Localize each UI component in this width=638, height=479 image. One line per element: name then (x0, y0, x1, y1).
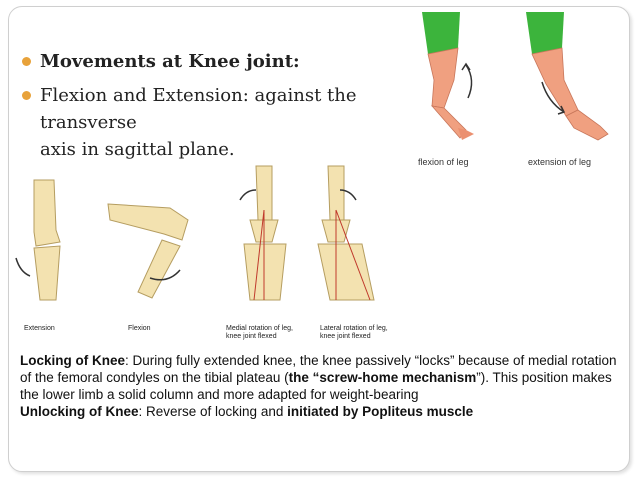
screw-home-mechanism: the “screw-home mechanism (288, 370, 477, 385)
unlocking-title: Unlocking of Knee (20, 404, 139, 419)
caption-flexion-of-leg: flexion of leg (418, 157, 469, 167)
caption-lateral-rotation (320, 325, 388, 341)
caption-lateral-line2: knee joint flexed (320, 333, 371, 340)
bullet-flexion-line2: axis in sagittal plane. (40, 139, 235, 160)
locking-text-1: : During fully extended knee, the knee passively “locks” because of medial rotation of the femoral condyles on the tibial plateau ( (20, 353, 617, 385)
bullet-dot-icon (22, 91, 31, 100)
extension-leg-drawing (526, 12, 608, 140)
knee-bones-illustration (10, 160, 400, 340)
caption-lateral-line1: Lateral rotation of leg, (320, 325, 388, 332)
bullet-flexion (20, 82, 400, 163)
bullet-dot-icon (22, 57, 31, 66)
caption-medial-line2: knee joint flexed (226, 333, 277, 340)
locking-text-2: ”). This position makes the lower limb a solid column and more adapted for weight-bearing (20, 370, 612, 402)
caption-medial-rotation (226, 325, 293, 341)
lateral-rotation-bone-drawing (318, 166, 374, 300)
unlocking-text: : Reverse of locking and (138, 404, 288, 419)
bullet-movements-text: Movements at Knee joint: (40, 51, 300, 72)
caption-medial-line1: Medial rotation of leg, (226, 325, 293, 332)
bullet-list (20, 48, 400, 170)
bullet-movements (20, 48, 400, 75)
medial-rotation-bone-drawing (240, 166, 286, 300)
caption-extension-of-leg: extension of leg (528, 157, 592, 167)
extension-bone-drawing (16, 180, 60, 300)
popliteus-muscle: initiated by Popliteus muscle (287, 404, 474, 419)
flexion-leg-drawing (422, 12, 474, 140)
knee-locking-paragraph (20, 352, 620, 420)
flexion-bone-drawing (108, 204, 188, 298)
caption-extension: Extension (24, 325, 55, 332)
bullet-flexion-line1: Flexion and Extension: against the transverse (40, 85, 357, 133)
locking-title: Locking of Knee (20, 353, 126, 368)
caption-flexion: Flexion (128, 325, 151, 332)
